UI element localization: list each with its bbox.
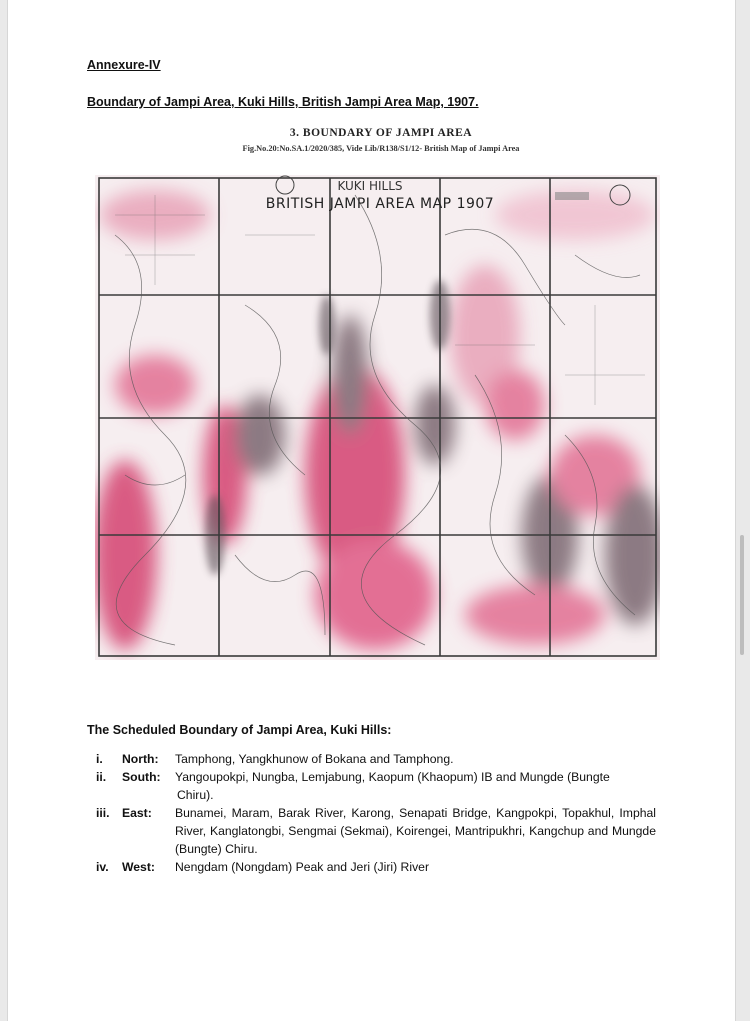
boundary-item-north <box>96 750 656 768</box>
boundary-item-continuation: Chiru). <box>177 788 214 802</box>
boundary-item-east <box>96 804 656 858</box>
boundary-item-text: Bunamei, Maram, Barak River, Karong, Senapati Bridge, Kangpokpi, Topakhul, Imphal River, Kanglatongbi, Sengmai (Sekmai), Koirengei, Mantripukhri, Kangchup and Mungde (Bungte) Chiru. <box>175 806 656 856</box>
boundary-item-number: iv. <box>96 860 109 874</box>
document-heading: Boundary of Jampi Area, Kuki Hills, British Jampi Area Map, 1907. <box>87 95 479 109</box>
annexure-label: Annexure-IV <box>87 58 161 72</box>
boundary-list <box>96 750 656 876</box>
scheduled-boundary-title: The Scheduled Boundary of Jampi Area, Kuki Hills: <box>87 723 392 737</box>
boundary-item-south <box>96 768 656 786</box>
boundary-item-west <box>96 858 656 876</box>
map-caption-subtitle: Fig.No.20:No.SA.1/2020/385, Vide Lib/R138/S1/12- British Map of Jampi Area <box>242 144 520 153</box>
map-caption <box>96 127 666 165</box>
boundary-item-direction: South: <box>122 770 161 784</box>
british-jampi-area-map-image <box>95 175 660 660</box>
scrollbar[interactable] <box>740 535 744 655</box>
boundary-item-number: i. <box>96 752 103 766</box>
boundary-item-text: Yangoupokpi, Nungba, Lemjabung, Kaopum (Khaopum) IB and Mungde (Bungte <box>175 770 610 784</box>
boundary-item-text: Tamphong, Yangkhunow of Bokana and Tamphong. <box>175 752 454 766</box>
map-caption-title: 3. BOUNDARY OF JAMPI AREA <box>289 127 473 139</box>
boundary-item-direction: East: <box>122 806 152 820</box>
map-label-british-jampi: BRITISH JAMPI AREA MAP 1907 <box>265 196 495 212</box>
boundary-item-direction: North: <box>122 752 159 766</box>
boundary-item-text: Nengdam (Nongdam) Peak and Jeri (Jiri) River <box>175 860 429 874</box>
boundary-item-number: iii. <box>96 806 110 820</box>
boundary-item-number: ii. <box>96 770 107 784</box>
boundary-item-direction: West: <box>122 860 155 874</box>
map-label-kuki-hills: KUKI HILLS <box>337 179 403 193</box>
